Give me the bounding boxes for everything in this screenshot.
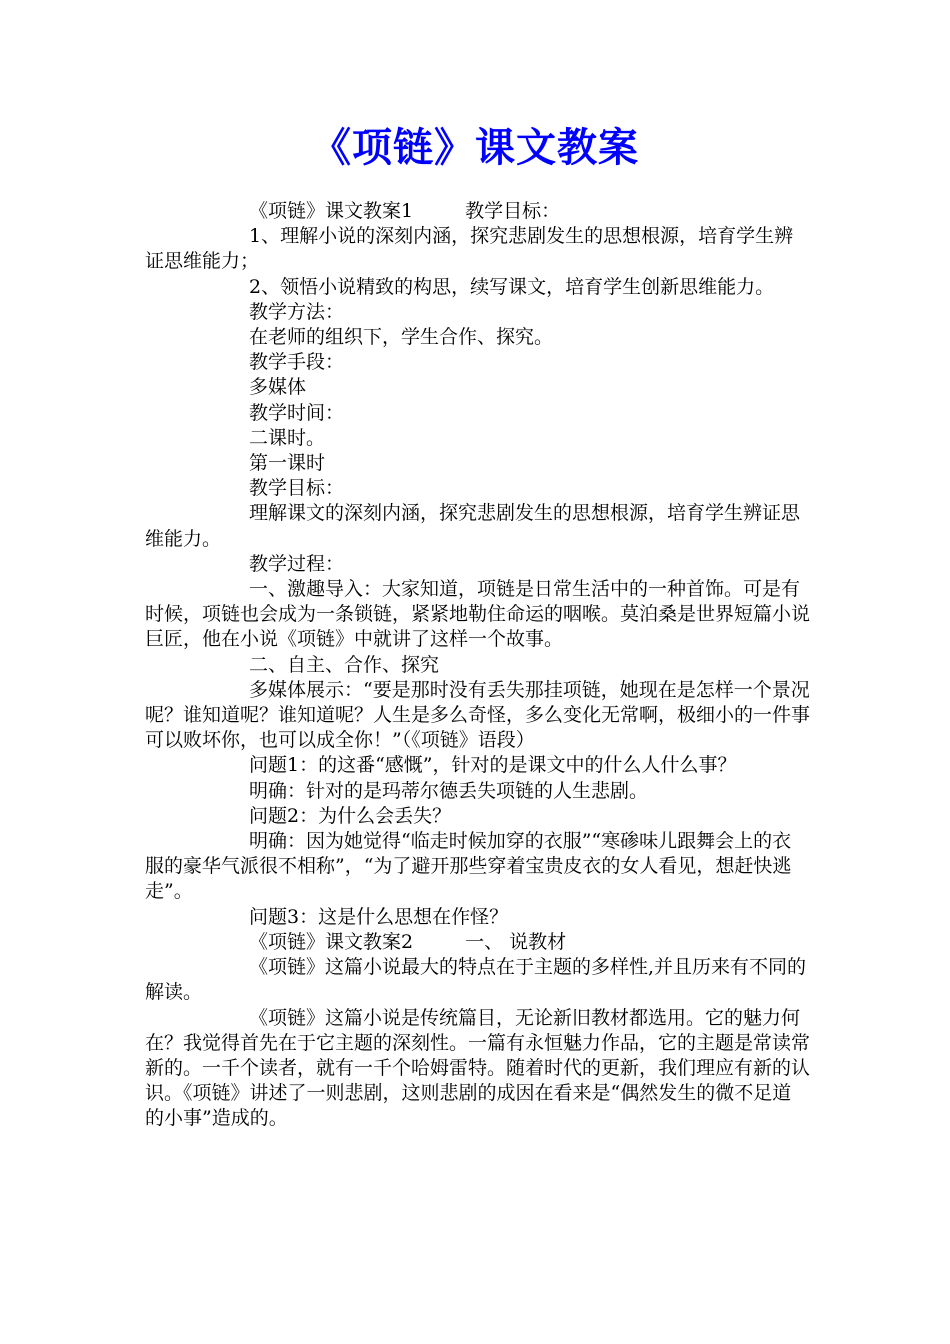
paragraph: 问题3：这是什么思想在作怪？ (249, 905, 509, 928)
paragraph: 教学目标： (249, 477, 345, 500)
paragraph: 理解课文的深刻内涵，探究悲剧发生的思想根源，培育学生辨证思维能力。 (145, 502, 801, 550)
paragraph: 2、领悟小说精致的构思，续写课文，培育学生创新思维能力。 (249, 275, 775, 298)
paragraph: 《项链》这篇小说是传统篇目，无论新旧教材都选用。它的魅力何在？我觉得首先在于它主题的深刻性。一篇有永恒魅力作品，它的主题是常读常新的。一千个读者，就有一千个哈姆雷特。随着时代的更新，我们理应有新的认识。《项链》讲述了一则悲剧，这则悲剧的成因在看来是“偶然发生的微不足道的小事”造成的。 (145, 1006, 811, 1130)
paragraph: 1、理解小说的深刻内涵，探究悲剧发生的思想根源，培育学生辨证思维能力； (145, 225, 794, 273)
paragraph: 二、自主、合作、探究 (249, 653, 440, 676)
paragraph-heading-1 (145, 199, 810, 224)
paragraph: 《项链》这篇小说最大的特点在于主题的多样性,并且历来有不同的解读。 (145, 956, 807, 1004)
paragraph: 明确：针对的是玛蒂尔德丢失项链的人生悲剧。 (249, 779, 649, 802)
lesson-plan-2-label: 《项链》课文教案2 (249, 930, 414, 953)
paragraph: 第一课时 (249, 452, 326, 475)
paragraph: 问题1：的这番“感慨”，针对的是课文中的什么人什么事？ (249, 754, 737, 777)
teaching-goal-label: 教学目标： (465, 200, 561, 222)
paragraph: 明确：因为她觉得“临走时候加穿的衣服”“寒碜味儿跟舞会上的衣服的豪华气派很不相称”，“为了避开那些穿着宝贵皮衣的女人看见，想赶快逃走”。 (145, 830, 792, 903)
paragraph: 教学过程： (249, 552, 345, 575)
paragraph: 教学时间： (249, 401, 345, 424)
paragraph: 一、激趣导入：大家知道，项链是日常生活中的一种首饰。可是有时候，项链也会成为一条锁链，紧紧地勒住命运的咽喉。莫泊桑是世界短篇小说巨匠，他在小说《项链》中就讲了这样一个故事。 (145, 578, 811, 651)
section-heading: 一、 说教材 (465, 930, 567, 953)
paragraph: 教学方法： (249, 300, 345, 323)
paragraph: 教学手段： (249, 351, 345, 374)
document-title: 《项链》课文教案 (311, 124, 639, 171)
paragraph: 二课时。 (249, 426, 326, 449)
paragraph-heading-2 (145, 930, 810, 955)
paragraph: 在老师的组织下，学生合作、探究。 (249, 326, 554, 349)
lesson-plan-1-label: 《项链》课文教案1 (249, 200, 414, 222)
paragraph: 问题2：为什么会丢失？ (249, 804, 452, 827)
paragraph: 多媒体 (249, 376, 307, 399)
document-body (145, 199, 810, 1132)
paragraph: 多媒体展示：“要是那时没有丢失那挂项链，她现在是怎样一个景况呢？谁知道呢？谁知道呢？人生是多么奇怪，多么变化无常啊，极细小的一件事可以败坏你，也可以成全你！”（《项链》语段） (145, 678, 811, 752)
